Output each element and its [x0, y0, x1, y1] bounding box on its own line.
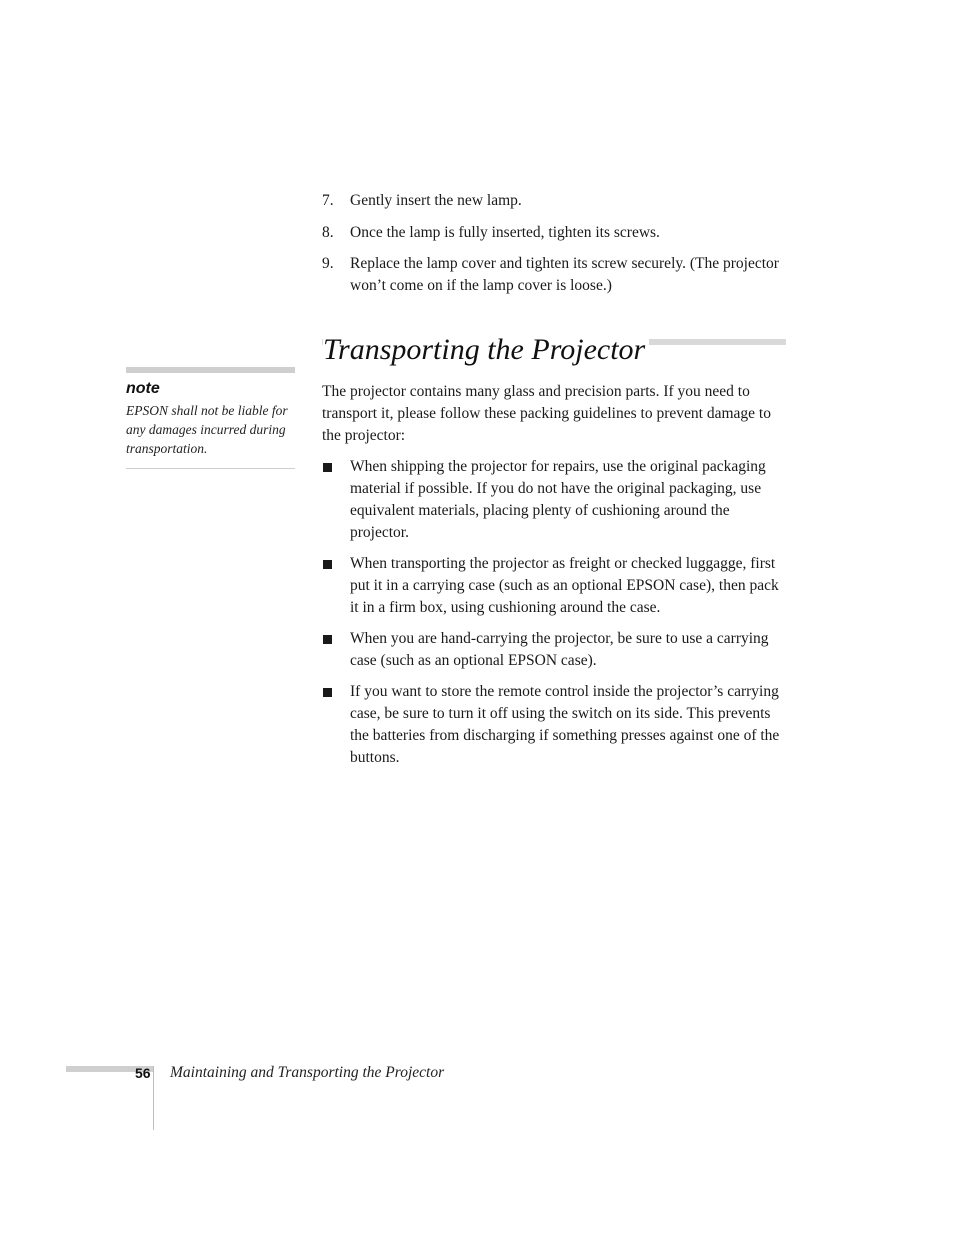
list-item-text: When shipping the projector for repairs, use the original packaging material if possible. If you do not have the original packaging, use equivalent materials, placing plenty of cushioning around the projector.: [350, 458, 766, 541]
section-title: Transporting the Projector: [323, 330, 649, 370]
section-intro: The projector contains many glass and precision parts. If you need to transport it, please follow these packing guidelines to prevent damage to the projector:: [322, 383, 771, 444]
list-item: [322, 628, 784, 672]
note-text: EPSON shall not be liable for any damages incurred during transportation.: [126, 403, 288, 456]
step-number: 7.: [322, 192, 334, 209]
step-text: Replace the lamp cover and tighten its screw securely. (The projector won’t come on if the lamp cover is loose.): [350, 255, 779, 294]
list-item: [322, 456, 784, 544]
running-footer-title: Maintaining and Transporting the Projector: [170, 1064, 445, 1081]
step-number: 8.: [322, 223, 334, 241]
square-bullet-icon: [323, 560, 332, 569]
step-item: [322, 253, 787, 296]
step-number: 9.: [322, 255, 334, 272]
numbered-steps-list: [322, 190, 787, 306]
note-label: note: [126, 380, 160, 397]
step-item: [322, 190, 787, 212]
list-item: [322, 681, 784, 769]
page-number: 56: [135, 1065, 151, 1081]
list-item-text: When you are hand-carrying the projector, be sure to use a carrying case (such as an optional EPSON case).: [350, 630, 769, 669]
list-item-text: When transporting the projector as freight or checked luggagge, first put it in a carrying case (such as an optional EPSON case), then pack it in a firm box, using cushioning around the case.: [350, 555, 779, 616]
square-bullet-icon: [323, 635, 332, 644]
sidebar-note: [126, 367, 295, 469]
square-bullet-icon: [323, 688, 332, 697]
step-item: [322, 222, 787, 244]
list-item-text: If you want to store the remote control inside the projector’s carrying case, be sure to turn it off using the switch on its side. This prevents the batteries from discharging if something presses against one of the buttons.: [350, 683, 780, 766]
step-text: Gently insert the new lamp.: [350, 192, 522, 209]
square-bullet-icon: [323, 463, 332, 472]
packing-guidelines-list: [322, 456, 784, 778]
step-text: Once the lamp is fully inserted, tighten its screws.: [350, 223, 660, 241]
list-item: [322, 553, 784, 619]
footer-divider: [153, 1066, 154, 1130]
